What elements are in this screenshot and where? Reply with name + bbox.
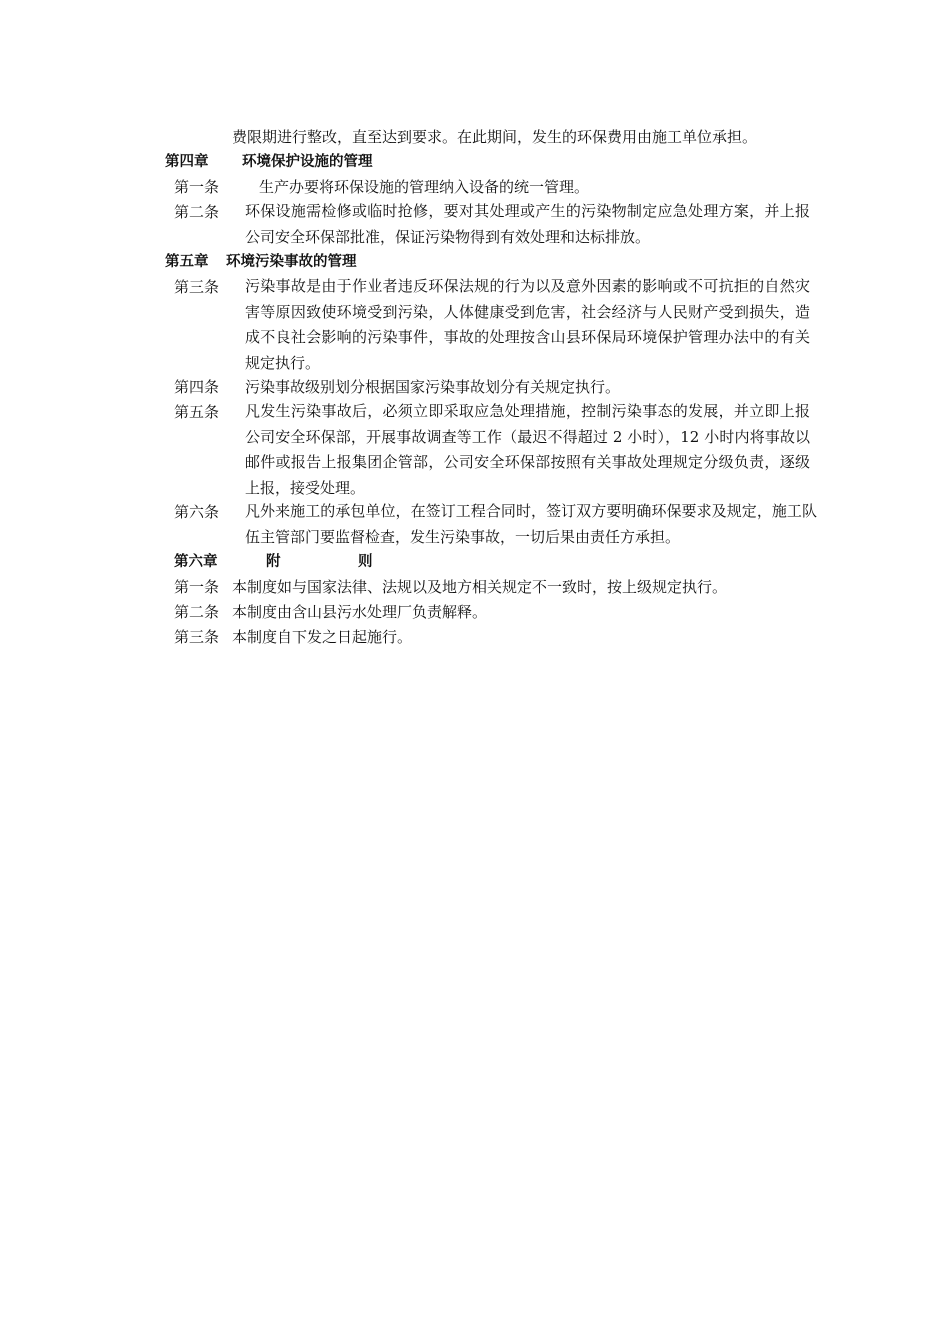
ch6-article-2-label: 第二条 [174, 603, 220, 621]
chapter-6-number: 第六章 [174, 554, 218, 570]
continuation-text: 费限期进行整改，直至达到要求。在此期间，发生的环保费用由施工单位承担。 [232, 128, 758, 146]
ch6-article-3-text: 本制度自下发之日起施行。 [232, 628, 413, 646]
ch5-article-3-label: 第三条 [174, 278, 220, 296]
ch5-article-6-text: 凡外来施工的承包单位，在签订工程合同时，签订双方要明确环保要求及规定，施工队伍主管部门要监督检查，发生污染事故，一切后果由责任方承担。 [245, 502, 817, 546]
ch6-article-1-label: 第一条 [174, 578, 220, 596]
chapter-4-number: 第四章 [165, 154, 209, 170]
ch5-article-5-label: 第五条 [174, 403, 220, 421]
chapter-4-title: 环境保护设施的管理 [242, 154, 373, 170]
ch4-article-2-text: 环保设施需检修或临时抢修，要对其处理或产生的污染物制定应急处理方案，并上报公司安全环保部批准，保证污染物得到有效处理和达标排放。 [245, 202, 810, 246]
ch5-article-3-text: 污染事故是由于作业者违反环保法规的行为以及意外因素的影响或不可抗拒的自然灾害等原因致使环境受到污染，人体健康受到危害，社会经济与人民财产受到损失，造成不良社会影响的污染事件，事故的处理按含山县环保局环境保护管理办法中的有关规定执行。 [245, 277, 810, 372]
ch5-article-4-text: 污染事故级别划分根据国家污染事故划分有关规定执行。 [245, 378, 621, 396]
ch5-article-5-text: 凡发生污染事故后，必须立即采取应急处理措施，控制污染事态的发展，并立即上报公司安全环保部，开展事故调查等工作（最迟不得超过 2 小时），12 小时内将事故以邮件或报告上报集团企管部，公司安全环保部按照有关事故处理规定分级负责，逐级上报，接受处理。 [245, 402, 810, 497]
ch4-article-2-label: 第二条 [174, 203, 220, 221]
ch5-article-6-label: 第六条 [174, 503, 220, 521]
chapter-6-title-a: 附 [266, 554, 281, 570]
chapter-5-number: 第五章 [165, 254, 209, 270]
chapter-6-title-b: 则 [358, 554, 373, 570]
ch6-article-2-text: 本制度由含山县污水处理厂负责解释。 [232, 603, 488, 621]
ch6-article-3-label: 第三条 [174, 628, 220, 646]
ch5-article-4-label: 第四条 [174, 378, 220, 396]
ch4-article-1-label: 第一条 [174, 178, 220, 196]
chapter-5-title: 环境污染事故的管理 [226, 254, 357, 270]
ch4-article-1-text: 生产办要将环保设施的管理纳入设备的统一管理。 [259, 178, 590, 196]
ch6-article-1-text: 本制度如与国家法律、法规以及地方相关规定不一致时，按上级规定执行。 [232, 578, 728, 596]
